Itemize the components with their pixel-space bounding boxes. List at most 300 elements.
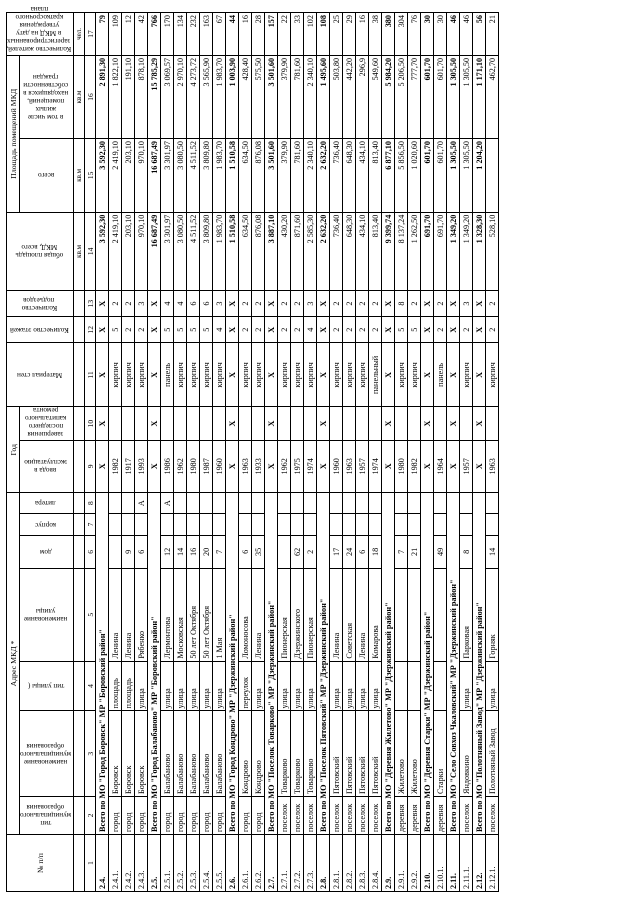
korpus-cell [213,514,226,535]
premises-area-cell: 3 501,60 [265,139,278,213]
owned-area-cell: 781,60 [291,55,304,138]
wall-material-cell: кирпич [330,343,343,407]
floors-cell: 5 [395,317,408,343]
wall-material-cell: кирпич [395,343,408,407]
street-type-cell: улица [278,661,291,711]
row-number-cell: 2.8.3. [356,835,369,892]
total-area-cell: 813,40 [369,212,382,290]
total-area-cell: 3 809,80 [200,212,213,290]
group-total-label: Всего по МО "Деревня Жилетово" МР "Дзержинский район" [382,492,395,834]
repair-year-cell [434,407,447,440]
building-row [356,13,369,892]
municipality-name-cell: Балабаново [213,711,226,797]
wall-material-cell: панель [434,343,447,407]
municipality-type-cell: город [187,797,200,835]
commissioning-year-cell: 1980 [395,440,408,492]
building-row [291,13,304,892]
repair-year-cell: X [421,407,434,440]
total-area-cell: 970,10 [135,212,148,290]
street-name-cell [408,568,421,661]
owned-area-cell: 462,70 [486,55,499,138]
wall-material-cell: кирпич [408,343,421,407]
house-cell: 18 [369,535,382,568]
total-area-cell: 634,50 [239,212,252,290]
owned-area-cell: 1 305,50 [460,55,473,138]
house-cell: 2 [304,535,317,568]
litera-cell [122,492,135,513]
row-number-cell: 2.5. [148,835,161,892]
commissioning-year-cell: 1960 [213,440,226,492]
wall-material-cell: кирпич [213,343,226,407]
building-row [369,13,382,892]
owned-area-cell: 601,70 [434,55,447,138]
municipality-type-cell: город [122,797,135,835]
entrances-cell: 2 [330,291,343,317]
floors-cell: X [226,317,239,343]
premises-area-cell: 601,70 [421,139,434,213]
total-area-cell: 16 687,49 [148,212,161,290]
units-row [74,13,85,892]
owned-area-cell: 5 206,50 [395,55,408,138]
litera-cell [408,492,421,513]
municipality-name-cell: Кондрово [239,711,252,797]
commissioning-year-cell: 1974 [369,440,382,492]
entrances-cell: 3 [304,291,317,317]
unit-sqm: кв.м [74,212,85,290]
municipality-type-cell: город [135,797,148,835]
commissioning-year-cell: 1964 [434,440,447,492]
commissioning-year-cell: X [148,440,161,492]
wall-material-cell: кирпич [356,343,369,407]
floors-cell: 5 [200,317,213,343]
street-name-cell: Комарова [369,568,382,661]
commissioning-year-cell: 1962 [278,440,291,492]
building-row [252,13,265,892]
header-num: № п/п [7,835,74,892]
register-body [96,13,499,892]
korpus-cell [135,514,148,535]
unit-sqm: кв.м [74,55,85,138]
street-type-cell: площадь [122,661,135,711]
owned-area-cell: 2 970,10 [174,55,187,138]
owned-area-cell: 3 069,57 [161,55,174,138]
owned-area-cell: 2 891,30 [96,55,109,138]
owned-area-cell: 3 501,60 [265,55,278,138]
owned-area-cell: 428,40 [239,55,252,138]
owned-area-cell: 1 003,90 [226,55,239,138]
municipality-type-cell: поселок [343,797,356,835]
column-number: 15 [85,139,96,213]
wall-material-cell: кирпич [109,343,122,407]
column-numbers-row [85,13,96,892]
floors-cell: 5 [109,317,122,343]
house-cell: 49 [434,535,447,568]
commissioning-year-cell: 1975 [291,440,304,492]
wall-material-cell: панельный [369,343,382,407]
korpus-cell [252,514,265,535]
street-type-cell: улица [330,661,343,711]
row-number-cell: 2.12. [473,835,486,892]
group-total-row [447,13,460,892]
header-premises-owned: в том числе жилых помещений, находящихся в собственности граждан [20,55,74,138]
premises-area-cell: 5 856,50 [395,139,408,213]
residents-cell: 56 [473,13,486,56]
wall-material-cell: кирпич [278,343,291,407]
street-type-cell: улица [304,661,317,711]
header-street-name: наименование улицы [20,568,74,661]
commissioning-year-cell: 1963 [486,440,499,492]
street-name-cell: Пионерская [304,568,317,661]
row-number-cell: 2.4.1. [109,835,122,892]
municipality-name-cell: Боровск [135,711,148,797]
owned-area-cell: 442,20 [343,55,356,138]
premises-area-cell: 203,10 [122,139,135,213]
total-area-cell: 648,30 [343,212,356,290]
wall-material-cell: X [148,343,161,407]
row-number-cell: 2.8.1. [330,835,343,892]
row-number-cell: 2.9.1. [395,835,408,892]
building-row [395,13,408,892]
entrances-cell: 2 [408,291,421,317]
floors-cell: X [265,317,278,343]
entrances-cell: 2 [122,291,135,317]
municipality-name-cell: Боровск [109,711,122,797]
floors-cell: 5 [174,317,187,343]
total-area-cell: 871,60 [291,212,304,290]
commissioning-year-cell: X [226,440,239,492]
owned-area-cell: 15 785,29 [148,55,161,138]
premises-area-cell: 1 510,58 [226,139,239,213]
total-area-cell: 3 592,30 [96,212,109,290]
repair-year-cell [356,407,369,440]
house-cell: 12 [161,535,174,568]
entrances-cell: 2 [278,291,291,317]
owned-area-cell: 2 340,10 [304,55,317,138]
korpus-cell [174,514,187,535]
total-area-cell: 203,10 [122,212,135,290]
residents-cell: 46 [447,13,460,56]
wall-material-cell: X [447,343,460,407]
entrances-cell: X [473,291,486,317]
entrances-cell: 4 [174,291,187,317]
total-area-cell: 876,08 [252,212,265,290]
municipality-name-cell: Пятовский [343,711,356,797]
wall-material-cell: кирпич [187,343,200,407]
commissioning-year-cell: X [96,440,109,492]
repair-year-cell [278,407,291,440]
building-row [239,13,252,892]
municipality-name-cell: Старки [434,711,447,797]
floors-cell: 5 [161,317,174,343]
premises-area-cell: 3 080,50 [174,139,187,213]
municipality-name-cell: Товарково [291,711,304,797]
wall-material-cell: кирпич [343,343,356,407]
group-total-row [265,13,278,892]
building-row [278,13,291,892]
header-street-type: тип улицы ( [20,661,74,711]
residents-cell: 12 [122,13,135,56]
litera-cell [239,492,252,513]
premises-area-cell: 3 301,97 [161,139,174,213]
litera-cell [395,492,408,513]
municipality-name-cell: Балабаново [174,711,187,797]
floors-cell: 2 [122,317,135,343]
house-cell: 20 [200,535,213,568]
total-area-cell: 430,20 [278,212,291,290]
floors-cell: 5 [408,317,421,343]
korpus-cell [408,514,421,535]
commissioning-year-cell: 1993 [135,440,148,492]
litera-cell: А [161,492,174,513]
street-name-cell: Дзержинского [291,568,304,661]
group-total-label: Всего по МО "Село Совхоз Чкаловский" МР "Дзержинский район" [447,492,460,834]
municipality-type-cell: деревня [408,797,421,835]
group-total-label: Всего по МО "Город Боровск" МР "Боровский район" [96,492,109,834]
repair-year-cell [291,407,304,440]
house-cell: 7 [395,535,408,568]
header-premises-area: Площадь помещений МКД [7,55,20,212]
row-number-cell: 2.10. [421,835,434,892]
row-number-cell: 2.4.2. [122,835,135,892]
entrances-cell: 2 [291,291,304,317]
street-name-cell: Ленина [330,568,343,661]
repair-year-cell [304,407,317,440]
municipality-type-cell: поселок [369,797,382,835]
korpus-cell [434,514,447,535]
korpus-cell [239,514,252,535]
floors-cell: 2 [239,317,252,343]
repair-year-cell [174,407,187,440]
korpus-cell [486,514,499,535]
premises-area-cell: 379,90 [278,139,291,213]
commissioning-year-cell: X [265,440,278,492]
owned-area-cell: 575,50 [252,55,265,138]
residents-cell: 38 [369,13,382,56]
group-total-label: Всего по МО "Город Кондрово" МР "Дзержинский район" [226,492,239,834]
commissioning-year-cell: 1957 [356,440,369,492]
municipality-name-cell: Кондрово [252,711,265,797]
house-cell: 7 [213,535,226,568]
house-cell: 6 [356,535,369,568]
repair-year-cell [239,407,252,440]
total-area-cell: 1 349,20 [447,212,460,290]
house-cell: 17 [330,535,343,568]
column-number: 10 [85,407,96,440]
row-number-cell: 2.6. [226,835,239,892]
municipality-type-cell: поселок [486,797,499,835]
litera-cell [356,492,369,513]
litera-cell [278,492,291,513]
total-area-cell: 2 632,20 [317,212,330,290]
header-total-area: общая площадь МКД, всего [7,212,74,290]
building-row [213,13,226,892]
wall-material-cell: кирпич [135,343,148,407]
repair-year-cell [161,407,174,440]
header-residents: Количество жителей, зарегистрированных в МКД на дату утверждения краткосрочного плана [7,13,74,56]
street-name-cell: Ленина [109,568,122,661]
premises-area-cell: 3 592,30 [96,139,109,213]
floors-cell: X [382,317,395,343]
municipality-name-cell: Пятовский [369,711,382,797]
entrances-cell: 2 [369,291,382,317]
column-number: 4 [85,661,96,711]
street-name-cell: 1 Мая [213,568,226,661]
building-row [343,13,356,892]
street-type-cell: улица [161,661,174,711]
municipality-type-cell: поселок [304,797,317,835]
street-name-cell: 50 лет Октября [187,568,200,661]
premises-area-cell: 736,40 [330,139,343,213]
column-number: 17 [85,13,96,56]
building-row [161,13,174,892]
litera-cell [330,492,343,513]
commissioning-year-cell: 1982 [408,440,421,492]
floors-cell: 4 [304,317,317,343]
row-number-cell: 2.5.4. [200,835,213,892]
municipality-type-cell: город [109,797,122,835]
entrances-cell: 2 [109,291,122,317]
floors-cell: 2 [135,317,148,343]
repair-year-cell [486,407,499,440]
header-row-1 [7,13,20,892]
street-name-cell: Ленина [356,568,369,661]
korpus-cell [161,514,174,535]
entrances-cell: 3 [213,291,226,317]
building-row [174,13,187,892]
residents-cell: 170 [161,13,174,56]
residents-cell: 304 [395,13,408,56]
building-row [330,13,343,892]
street-name-cell: Лермонтова [161,568,174,661]
house-cell [278,535,291,568]
repair-year-cell: X [226,407,239,440]
floors-cell: X [421,317,434,343]
litera-cell [109,492,122,513]
header-municipality-type: тип муниципального образования [20,797,74,835]
litera-cell [291,492,304,513]
wall-material-cell: X [226,343,239,407]
wall-material-cell: X [317,343,330,407]
floors-cell: 4 [213,317,226,343]
residents-cell: 28 [252,13,265,56]
repair-year-cell: X [265,407,278,440]
commissioning-year-cell: 1960 [330,440,343,492]
floors-cell: X [473,317,486,343]
row-number-cell: 2.11. [447,835,460,892]
street-type-cell: улица [486,661,499,711]
premises-area-cell: 1 305,50 [460,139,473,213]
row-number-cell: 2.8.4. [369,835,382,892]
building-row [122,13,135,892]
house-cell: 14 [174,535,187,568]
group-total-row [473,13,486,892]
korpus-cell [278,514,291,535]
premises-area-cell: 876,08 [252,139,265,213]
repair-year-cell: X [317,407,330,440]
premises-area-cell [486,139,499,213]
building-row [408,13,421,892]
unit-people: чел. [74,13,85,56]
entrances-cell: X [265,291,278,317]
premises-area-cell: 6 877,10 [382,139,395,213]
row-number-cell: 2.12.1. [486,835,499,892]
korpus-cell [200,514,213,535]
column-number: 2 [85,797,96,835]
street-type-cell: улица [200,661,213,711]
commissioning-year-cell: X [421,440,434,492]
residents-cell: 109 [109,13,122,56]
total-area-cell: 1 328,30 [473,212,486,290]
header-year: Год [7,407,20,493]
house-cell: 62 [291,535,304,568]
commissioning-year-cell: 1982 [109,440,122,492]
litera-cell [369,492,382,513]
korpus-cell [343,514,356,535]
municipality-type-cell: город [252,797,265,835]
commissioning-year-cell: 1980 [187,440,200,492]
column-number: 6 [85,535,96,568]
wall-material-cell: кирпич [304,343,317,407]
street-type-cell: переулок [239,661,252,711]
house-cell: 21 [408,535,421,568]
owned-area-cell: 191,10 [122,55,135,138]
column-number: 12 [85,317,96,343]
repair-year-cell: X [473,407,486,440]
repair-year-cell: X [96,407,109,440]
building-row [135,13,148,892]
wall-material-cell: кирпич [122,343,135,407]
premises-area-cell: 2 419,10 [109,139,122,213]
repair-year-cell: X [382,407,395,440]
residents-cell: 30 [434,13,447,56]
wall-material-cell: X [473,343,486,407]
street-name-cell: Московская [174,568,187,661]
header-house: дом [20,535,74,568]
street-name-cell: Ленина [122,568,135,661]
municipality-name-cell: Товарково [304,711,317,797]
premises-area-cell: 4 511,52 [187,139,200,213]
residents-cell: 134 [174,13,187,56]
wall-material-cell: X [265,343,278,407]
floors-cell: 2 [252,317,265,343]
total-area-cell: 3 301,97 [161,212,174,290]
row-number-cell: 2.7.1. [278,835,291,892]
row-number-cell: 2.11.1. [460,835,473,892]
residents-cell: 16 [356,13,369,56]
wall-material-cell: кирпич [200,343,213,407]
house-cell: 8 [460,535,473,568]
group-total-row [226,13,239,892]
municipality-type-cell: поселок [291,797,304,835]
commissioning-year-cell: 1962 [174,440,187,492]
header-wall-material: Материал стен [7,343,74,407]
korpus-cell [460,514,473,535]
commissioning-year-cell: 1933 [252,440,265,492]
entrances-cell: 3 [460,291,473,317]
column-number: 11 [85,343,96,407]
entrances-cell: X [421,291,434,317]
commissioning-year-cell: 1963 [239,440,252,492]
total-area-cell: 3 080,50 [174,212,187,290]
group-total-row [317,13,330,892]
municipality-name-cell: Яндовкино [460,711,473,797]
owned-area-cell: 503,80 [330,55,343,138]
unit-sqm: кв.м [74,139,85,213]
repair-year-cell [252,407,265,440]
municipality-name-cell: Полотняный Завод [486,711,499,797]
column-number: 14 [85,212,96,290]
entrances-cell: 3 [135,291,148,317]
